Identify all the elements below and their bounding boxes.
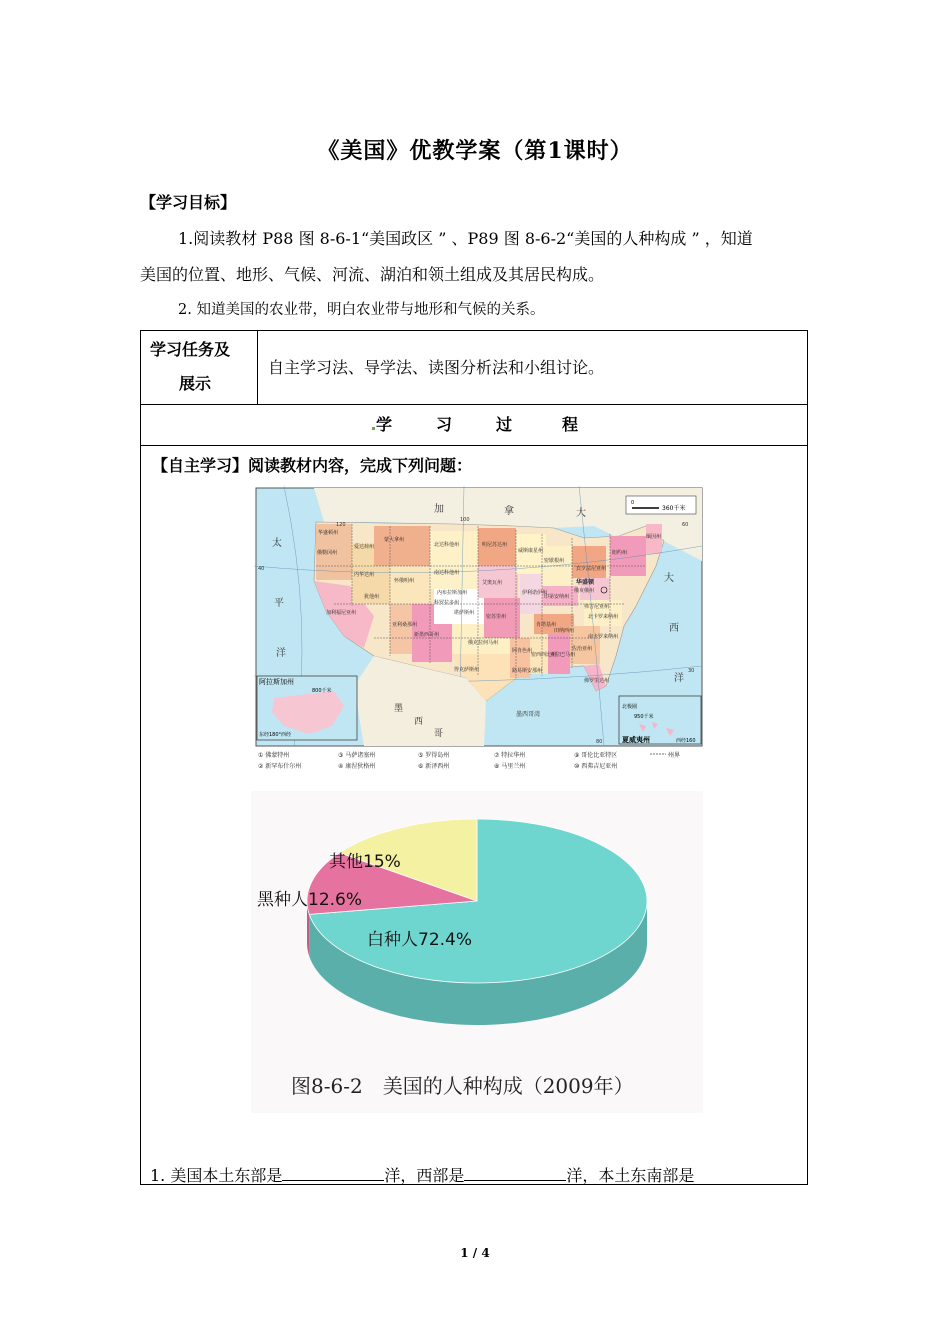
mexico-char-1: 墨	[394, 704, 404, 714]
dot-marker	[372, 427, 375, 430]
state-label: 得克萨斯州	[454, 667, 480, 673]
state-label: 堪萨斯州	[454, 610, 475, 616]
state-label: 北达科他州	[434, 542, 460, 548]
task-row	[141, 331, 807, 405]
page-number: 1 / 4	[460, 1246, 490, 1260]
canada-char-2: 拿	[504, 506, 514, 517]
pie-label-0: 白种人72.4%	[367, 930, 473, 950]
pacific-char-1: 太	[272, 538, 282, 549]
state-label: 俄勒冈州	[317, 550, 338, 556]
answer-blank-2[interactable]	[464, 1166, 566, 1181]
pacific-char-3: 洋	[276, 648, 286, 659]
alaska-label: 阿拉斯加州	[259, 678, 294, 686]
state-label: 内华达州	[354, 572, 375, 578]
mexico-char-2: 西	[414, 717, 424, 727]
state-label: 纽约州	[612, 550, 628, 556]
state-label: 阿肯色州	[512, 648, 533, 654]
task-content: 自主学习法、导学法、读图分析法和小组讨论。	[268, 358, 605, 377]
hawaii-label: 夏威夷州	[622, 736, 650, 744]
lon-100: 100	[460, 517, 470, 523]
canada-char-3: 大	[576, 508, 586, 519]
objective-1-line-1: 1.阅读教材 P88 图 8-6-1“美国政区 ” 、P89 图 8-6-2“美国的人种构成 ” ，知道	[178, 229, 753, 248]
state-label: 加利福尼亚州	[326, 610, 357, 616]
objective-1-line-2: 美国的位置、地形、气候、河流、湖泊和领土组成及其居民构成。	[140, 265, 605, 284]
state-label: 南达科他州	[434, 570, 460, 576]
hawaii-scale: 950千米	[634, 714, 654, 720]
legend-item: ① 佛蒙特州	[258, 752, 290, 759]
process-char-4: 程	[562, 415, 579, 434]
state-label: 科罗拉多州	[434, 600, 460, 606]
state-label: 内布拉斯加州	[437, 590, 468, 596]
state-label: 佐治亚州	[572, 646, 593, 652]
state-label: 俄克拉何马州	[468, 640, 499, 646]
answer-blank-1[interactable]	[282, 1166, 384, 1181]
state-label: 弗吉尼亚州	[584, 604, 610, 610]
legend-item: ③ 马萨诸塞州	[338, 752, 376, 759]
question-1-part-3: 洋，本土东南部是	[566, 1166, 695, 1185]
atlantic-char-1: 大	[664, 573, 674, 584]
legend-item: ④ 康涅狄格州	[338, 763, 376, 770]
question-1	[150, 1163, 694, 1186]
alaska-meridian: 东经180°西经	[259, 732, 292, 738]
state-label: 南卡罗来纳州	[588, 634, 619, 640]
state-label: 艾奥瓦州	[482, 580, 503, 586]
scale-label: 360千米	[662, 505, 686, 512]
state-label: 北卡罗来纳州	[588, 614, 619, 620]
question-1-part-1: 1. 美国本土东部是	[150, 1166, 283, 1185]
gulf-label: 墨西哥湾	[516, 711, 541, 718]
state-label: 肯塔基州	[536, 622, 557, 628]
state-label: 明尼苏达州	[482, 542, 508, 548]
process-char-3: 过	[496, 415, 513, 434]
state-label: 佛罗里达州	[584, 678, 610, 684]
objective-2: 2. 知道美国的农业带，明白农业带与地形和气候的关系。	[178, 302, 545, 318]
task-label-cell	[141, 331, 258, 404]
lon-120: 120	[336, 522, 346, 528]
state-label: 密西西比州	[531, 652, 557, 658]
legend-item: ⑧ 马里兰州	[494, 763, 526, 770]
state-label: 密歇根州	[544, 558, 565, 564]
legend-item: ⑩ 西弗吉尼亚州	[574, 763, 618, 770]
pie-caption: 图8-6-2 美国的人种构成（2009年）	[291, 1074, 634, 1098]
pie-label-2: 其他15%	[329, 852, 401, 872]
state-label: 缅因州	[646, 534, 662, 540]
state-label: 伊利诺伊州	[522, 590, 548, 596]
process-char-1: 学	[376, 415, 393, 434]
task-label-line-1: 学习任务及	[150, 340, 231, 359]
pie-label-1: 黑种人12.6%	[257, 890, 363, 910]
state-label: 爱达荷州	[354, 544, 375, 550]
state-label: 俄亥俄州	[574, 588, 595, 594]
lon-60: 60	[682, 522, 689, 528]
alaska-scale: 800千米	[312, 688, 332, 694]
state-label: 新墨西哥州	[414, 632, 440, 638]
legend-item: ② 新罕布什尔州	[258, 763, 302, 770]
canada-char-1: 加	[434, 504, 444, 515]
pacific-char-2: 平	[274, 598, 284, 609]
task-label-line-2: 展示	[179, 374, 212, 393]
process-char-2: 习	[436, 415, 453, 434]
state-label: 宾夕法尼亚州	[576, 566, 607, 572]
lat-30: 30	[688, 668, 695, 674]
state-label: 犹他州	[364, 594, 380, 600]
state-label: 亚拉巴马州	[550, 652, 576, 658]
scale-zero: 0	[631, 500, 635, 506]
hawaii-meridian: 西经160	[676, 738, 696, 744]
atlantic-char-3: 洋	[674, 673, 684, 684]
state-label: 密苏里州	[486, 614, 507, 620]
page-title: 《美国》优教学案（第1课时）	[317, 138, 633, 164]
state-label: 怀俄明州	[394, 578, 415, 584]
self-study-heading: 【自主学习】阅读教材内容，完成下列问题：	[152, 456, 473, 475]
state-label: 威斯康星州	[518, 548, 544, 554]
capital-label: 华盛顿	[576, 579, 595, 586]
legend-item: 州界	[668, 752, 681, 759]
legend-item: ⑥ 新泽西州	[418, 763, 450, 770]
state-label: 路易斯安那州	[512, 668, 543, 674]
race-pie-chart	[251, 791, 703, 1113]
arctic-label: 北极圈	[622, 704, 638, 710]
legend-item: ⑦ 特拉华州	[494, 752, 526, 759]
process-row	[141, 405, 807, 446]
objectives-heading: 【学习目标】	[140, 193, 237, 212]
us-political-map	[254, 486, 704, 771]
lon-80: 80	[596, 739, 603, 745]
state-label: 印第安纳州	[544, 594, 570, 600]
legend-item: ⑨ 哥伦比亚特区	[574, 752, 618, 759]
state-label: 蒙大拿州	[384, 537, 405, 543]
lat-40: 40	[258, 566, 265, 572]
atlantic-char-2: 西	[669, 623, 679, 634]
state-label: 田纳西州	[554, 628, 575, 634]
state-label: 华盛顿州	[318, 530, 339, 536]
mexico-char-3: 哥	[434, 729, 444, 739]
question-1-part-2: 洋，西部是	[384, 1166, 465, 1185]
state-label: 亚利桑那州	[392, 622, 418, 628]
legend-item: ⑤ 罗得岛州	[418, 752, 450, 759]
learning-table	[140, 330, 808, 1185]
